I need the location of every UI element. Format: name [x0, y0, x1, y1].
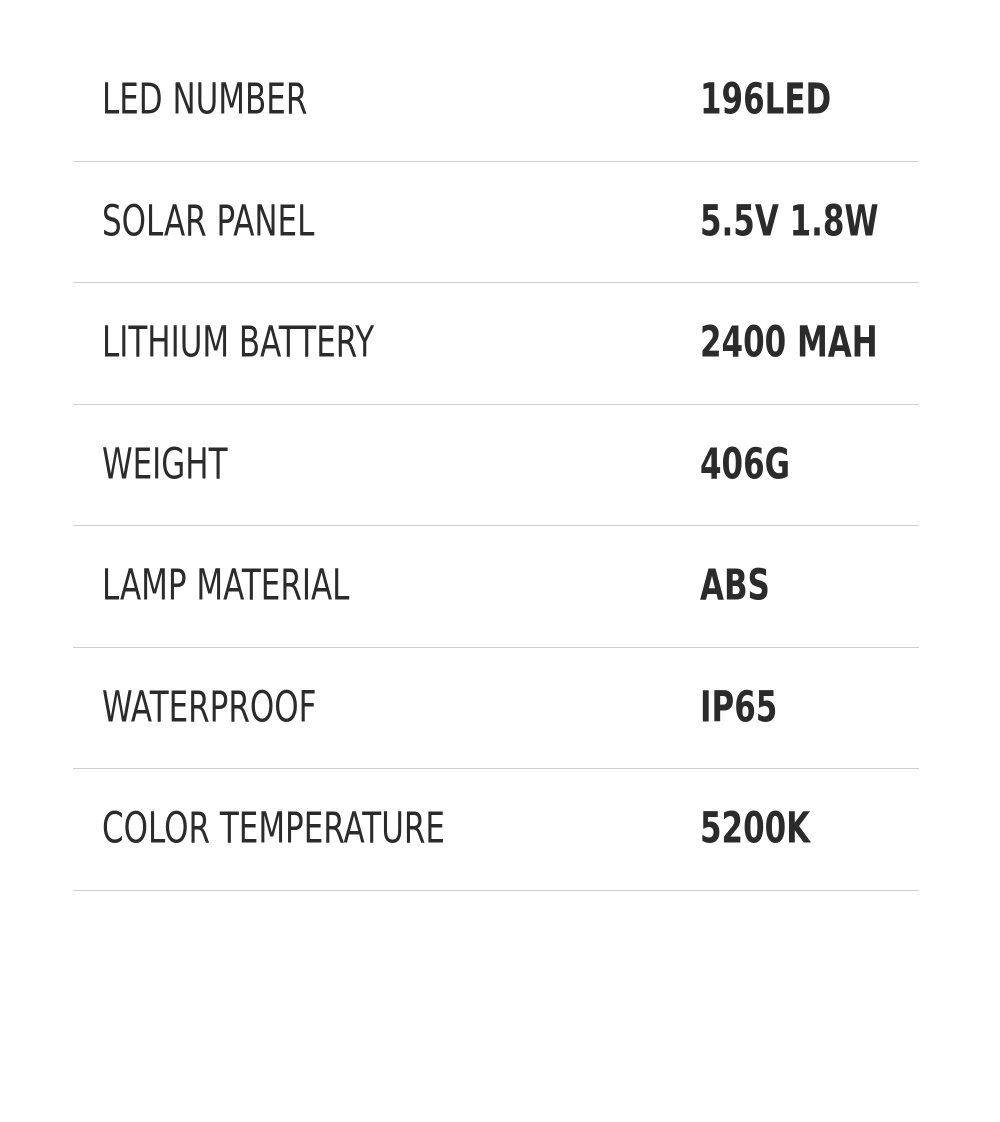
- spec-row-lithium-battery: [73, 283, 919, 405]
- spec-row-weight: [73, 405, 919, 527]
- spec-row-waterproof: [73, 648, 919, 770]
- spec-label: WATERPROOF: [102, 682, 317, 733]
- spec-label: LAMP MATERIAL: [102, 560, 350, 611]
- spec-label: LED NUMBER: [102, 74, 308, 125]
- spec-label: LITHIUM BATTERY: [102, 317, 375, 368]
- spec-value: IP65: [700, 682, 778, 733]
- spec-row-color-temperature: [73, 769, 919, 891]
- spec-row-solar-panel: [73, 162, 919, 284]
- spec-value: 196LED: [700, 74, 832, 125]
- spec-value: 5.5V 1.8W: [700, 196, 879, 247]
- spec-value: ABS: [700, 560, 770, 611]
- spec-label: WEIGHT: [102, 439, 228, 490]
- spec-value: 406G: [700, 439, 791, 490]
- spec-row-lamp-material: [73, 526, 919, 648]
- spec-label: SOLAR PANEL: [102, 196, 315, 247]
- spec-row-led-number: [73, 40, 919, 162]
- spec-label: COLOR TEMPERATURE: [102, 803, 445, 854]
- spec-table: [73, 40, 919, 891]
- spec-value: 2400 MAH: [700, 317, 878, 368]
- spec-value: 5200K: [700, 803, 811, 854]
